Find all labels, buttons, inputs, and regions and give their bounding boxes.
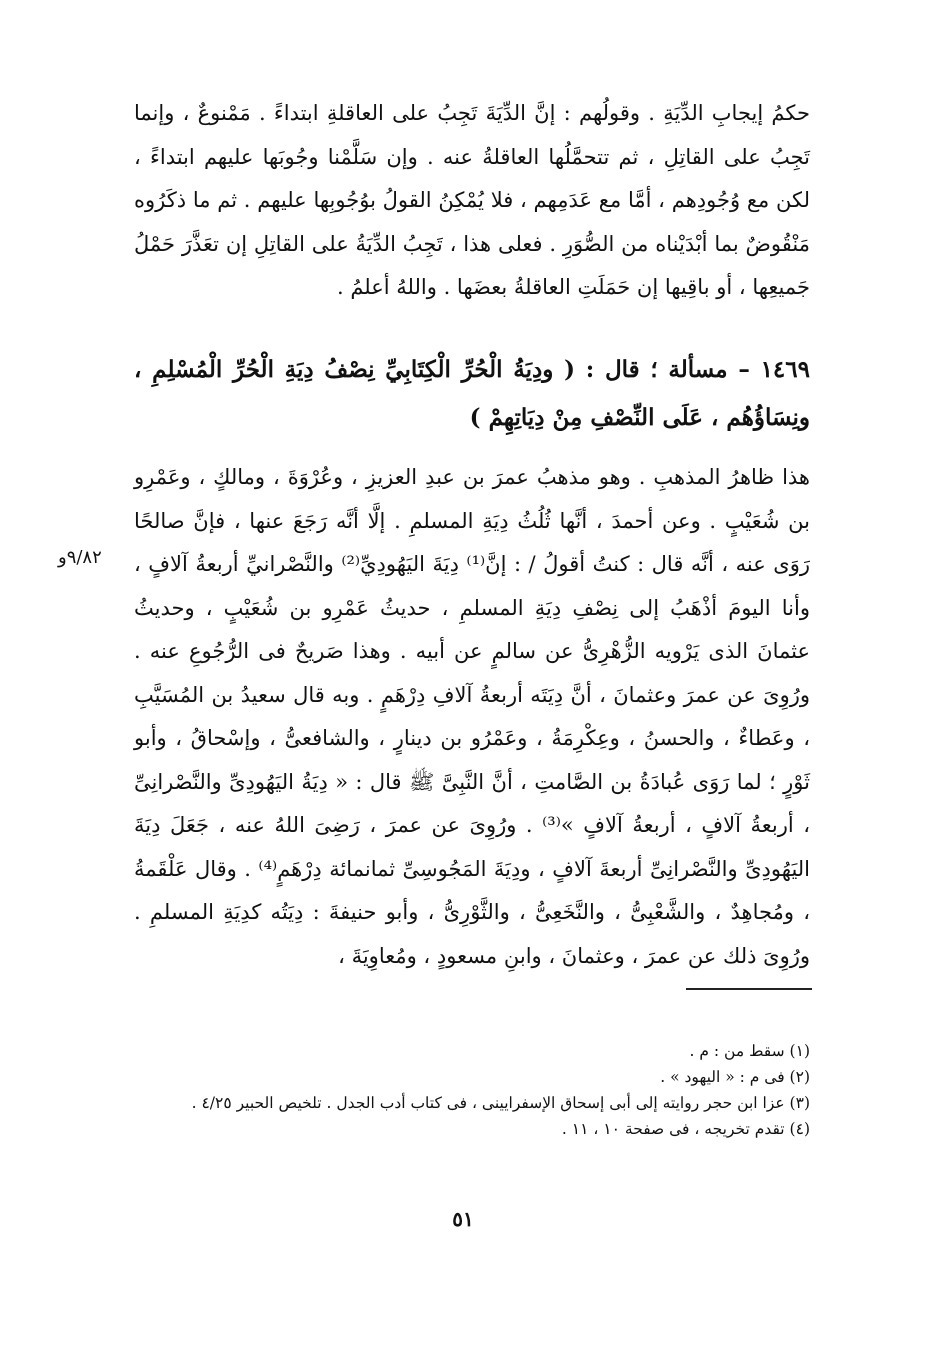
footnote-1: (١) سقط من : م . (689, 1042, 810, 1060)
footnote-2: (٢) فى م : « اليهود » . (660, 1068, 810, 1086)
issue-number: ١٤٦٩ (760, 356, 810, 383)
main-paragraph: هذا ظاهرُ المذهبِ . وهو مذهبُ عمرَ بن عبدِ العزيزِ ، وعُرْوَةَ ، ومالكٍ ، وعَمْرِو بن شُعَيْبٍ . وعن أحمدَ ، أنَّها ثُلُثُ دِيَةِ المسلمِ . إلَّا أنَّه رَجَعَ عنها ، فإنَّ صالحًا رَوَى عنه ، أنَّه قال : كنتُ أقولُ / : إنَّ⁽¹⁾ دِيَةَ اليَهُودِيِّ⁽²⁾ والنَّصْرانيِّ أربعةُ آلافٍ ، وأنا اليومَ أذْهَبُ إلى نِصْفِ دِيَةِ المسلمِ ، حديثُ عَمْرِو بن شُعَيْبٍ ، وحديثُ عثمانَ الذى يَرْويه الزُّهْرِىُّ عن سالمٍ عن أبيه . وهذا صَريحٌ فى الرُّجُوعِ عنه . ورُوِىَ عن عمرَ وعثمانَ ، أنَّ دِيَتَه أربعةُ آلافِ دِرْهَمٍ . وبه قال سعيدُ بن المُسَيَّبِ ، وعَطاءٌ ، والحسنُ ، وعِكْرِمَةُ ، وعَمْرُو بن دينارٍ ، والشافعىُّ ، وإسْحاقُ ، وأبو ثَوْرٍ ؛ لما رَوَى عُبادَةُ بن الصَّامتِ ، أنَّ النَّبِىَّ ﷺ قال : « دِيَةُ اليَهُودِىِّ والنَّصْرانِىِّ ، أربعةُ آلافٍ ، أربعةُ آلافٍ »⁽³⁾ . ورُوِىَ عن عمرَ ، رَضِىَ اللهُ عنه ، جَعَلَ دِيَةَ اليَهُودِىِّ والنَّصْرانِىِّ أربعةَ آلافٍ ، ودِيَةَ المَجُوسِىِّ ثمانمائة دِرْهَمٍ⁽⁴⁾ . وقال عَلْقَمةُ ، ومُجاهِدٌ ، والشَّعْبِىُّ ، والنَّخَعِىُّ ، والثَّوْرِىُّ ، وأبو حنيفةَ : دِيَتُه كدِيَةِ المسلمِ . ورُوِىَ ذلك عن عمرَ ، وعثمانَ ، وابنِ مسعودٍ ، ومُعاوِيَةَ ، (134, 465, 811, 968)
manuscript-folio-note: ٩/٨٢و (58, 547, 102, 568)
footnotes (134, 1038, 810, 1142)
issue-heading-block (134, 346, 810, 442)
issue-close: ) (469, 404, 489, 431)
issue-heading (134, 346, 810, 442)
footnote-3: (٣) عزا ابن حجر روايته إلى أبى إسحاق الإسفرايينى ، فى كتاب أدب الجدل . تلخيص الحبير ٤/٢٥ . (191, 1094, 810, 1112)
main-paragraph-block (134, 456, 810, 978)
top-paragraph: حكمُ إيجابِ الدِّيَةِ . وقولُهم : إنَّ الدِّيَةَ تَجِبُ على العاقلةِ ابتداءً . مَمْنوعٌ ، وإنما تَجِبُ على القاتِلِ ، ثم تتحمَّلُها العاقلةُ عنه . وإن سَلَّمْنا وجُوبَها عليهم ابتداءً ، لكن مع وُجُودِهم ، أمَّا مع عَدَمِهم ، فلا يُمْكِنُ القولُ بوُجُوبِها عليهم . ثم ما ذكَرُوه مَنْقُوضٌ بما أبْدَيْناه من الصُّوَرِ . فعلى هذا ، تَجِبُ الدِّيَةُ على القاتِلِ إن تعَذَّرَ حَمْلُ جَميعِها ، أو باقِيها إن حَمَلَتِ العاقلةُ بعضَها . واللهُ أعلمُ . (134, 101, 810, 299)
footnote-4: (٤) تقدم تخريجه ، فى صفحة ١٠ ، ١١ . (561, 1120, 810, 1138)
top-paragraph-block (134, 92, 810, 310)
page-number: ٥١ (452, 1207, 474, 1231)
issue-text: ودِيَةُ الْحُرِّ الْكِتَابِيِّ نِصْفُ دِيَةِ الْحُرِّ الْمُسْلِمِ ، ونِسَاؤُهُم ، عَلَى النِّصْفِ مِنْ دِيَاتِهِمْ (134, 356, 810, 431)
issue-intro: – مسألة ؛ قال : ( (553, 356, 761, 383)
footnote-divider (686, 988, 812, 990)
